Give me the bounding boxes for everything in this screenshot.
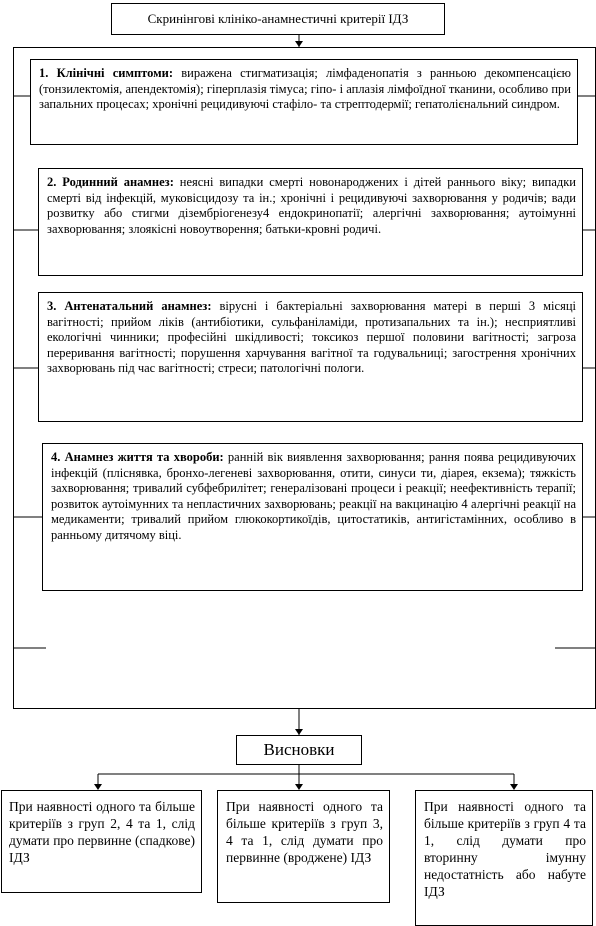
- criterion-box-2: [38, 168, 583, 276]
- criterion-4-body: ранній вік виявлення захворювання; рання поява рецидивуючих інфекцій (пліснявка, бронхо-легеневі захворювання, отити, синуси ти, діарея, екзема); тяжкість захворювання; тривалий субфебрилітет; генералізовані процеси і реакції; неефективність терапії; розвиток аутоімунних та непластичних захворювань; реакції на вакцинацію 4 алергічні реакції на медикаменти; тривалий прийом глюкокортикоїдів, цитостатиків, антигістамінних, особливо в ранньому дитячому віці.: [51, 450, 577, 542]
- criterion-2-body: неясні випадки смерті новонароджених і дітей раннього віку; випадки смерті від інфекцій, муковісцидозу та ін.; хронічні і рецидивуючі захворювання у родичів; вади розвитку або стигми дізембріогенезу4 ендокринопатії; алергічні захворювання; аутоімунні захворювання; злоякісні новоутворення; батьки-кровні родичі.: [47, 175, 576, 236]
- criterion-1-text: [39, 66, 571, 113]
- conclusion-2-text: При наявності одного та більше критеріїв з груп 3, 4 та 1, слід думати про первинне (вроджене) ІДЗ: [226, 799, 383, 865]
- arrow-head: [295, 41, 303, 47]
- criterion-box-4: [42, 443, 583, 591]
- criterion-box-1: [30, 59, 578, 145]
- conclusion-box-2: [217, 790, 390, 903]
- criterion-3-heading: 3. Антенатальний анамнез:: [47, 299, 212, 313]
- criterion-1-body: виражена стигматизація; лімфаденопатія з ранньою декомпенсацією (тонзилектомія, апендектомія); гіперплазія тімуса; гіпо- і аплазія лімфоїдної тканини, особливо при запальних процесах; хронічні рецидивуючі стафіло- та стрептодермії; гепатолієнальний синдром.: [39, 66, 571, 112]
- criterion-3-body: вірусні і бактеріальні захворювання матері в перші 3 місяці вагітності; прийом ліків (антибіотики, сульфаніламіди, протизапальних та ін.); несприятливі екологічні чинники; професійні шкідливості; токсикоз першої половини вагітності; загроза переривання вагітності; порушення харчування вагітної та годувальниці; загострення хронічних захворювань під час вагітності; стреси; патологічні пологи.: [47, 299, 576, 376]
- title-box: [111, 3, 445, 35]
- criterion-1-heading: 1. Клінічні симптоми:: [39, 66, 174, 80]
- title-text: Скринінгові клініко-анамнестичні критерії ІДЗ: [147, 11, 409, 26]
- conclusions-label: Висновки: [263, 740, 335, 759]
- conclusions-box: [236, 735, 362, 765]
- conclusion-box-3: [415, 790, 593, 926]
- criterion-box-3: [38, 292, 583, 422]
- criterion-4-text: [51, 450, 576, 544]
- criterion-4-heading: 4. Анамнез життя та хвороби:: [51, 450, 224, 464]
- conclusion-box-1: [1, 790, 202, 893]
- criterion-2-text: [47, 175, 576, 237]
- criterion-3-text: [47, 299, 576, 377]
- criterion-2-heading: 2. Родинний анамнез:: [47, 175, 174, 189]
- conclusion-1-text: При наявності одного та більше критеріїв з груп 2, 4 та 1, слід думати про первинне (спадкове) ІДЗ: [9, 799, 195, 865]
- conclusion-3-text: При наявності одного та більше критеріїв з груп 4 та 1, слід думати про вторинну імунну недостатність або набуте ІДЗ: [424, 799, 586, 899]
